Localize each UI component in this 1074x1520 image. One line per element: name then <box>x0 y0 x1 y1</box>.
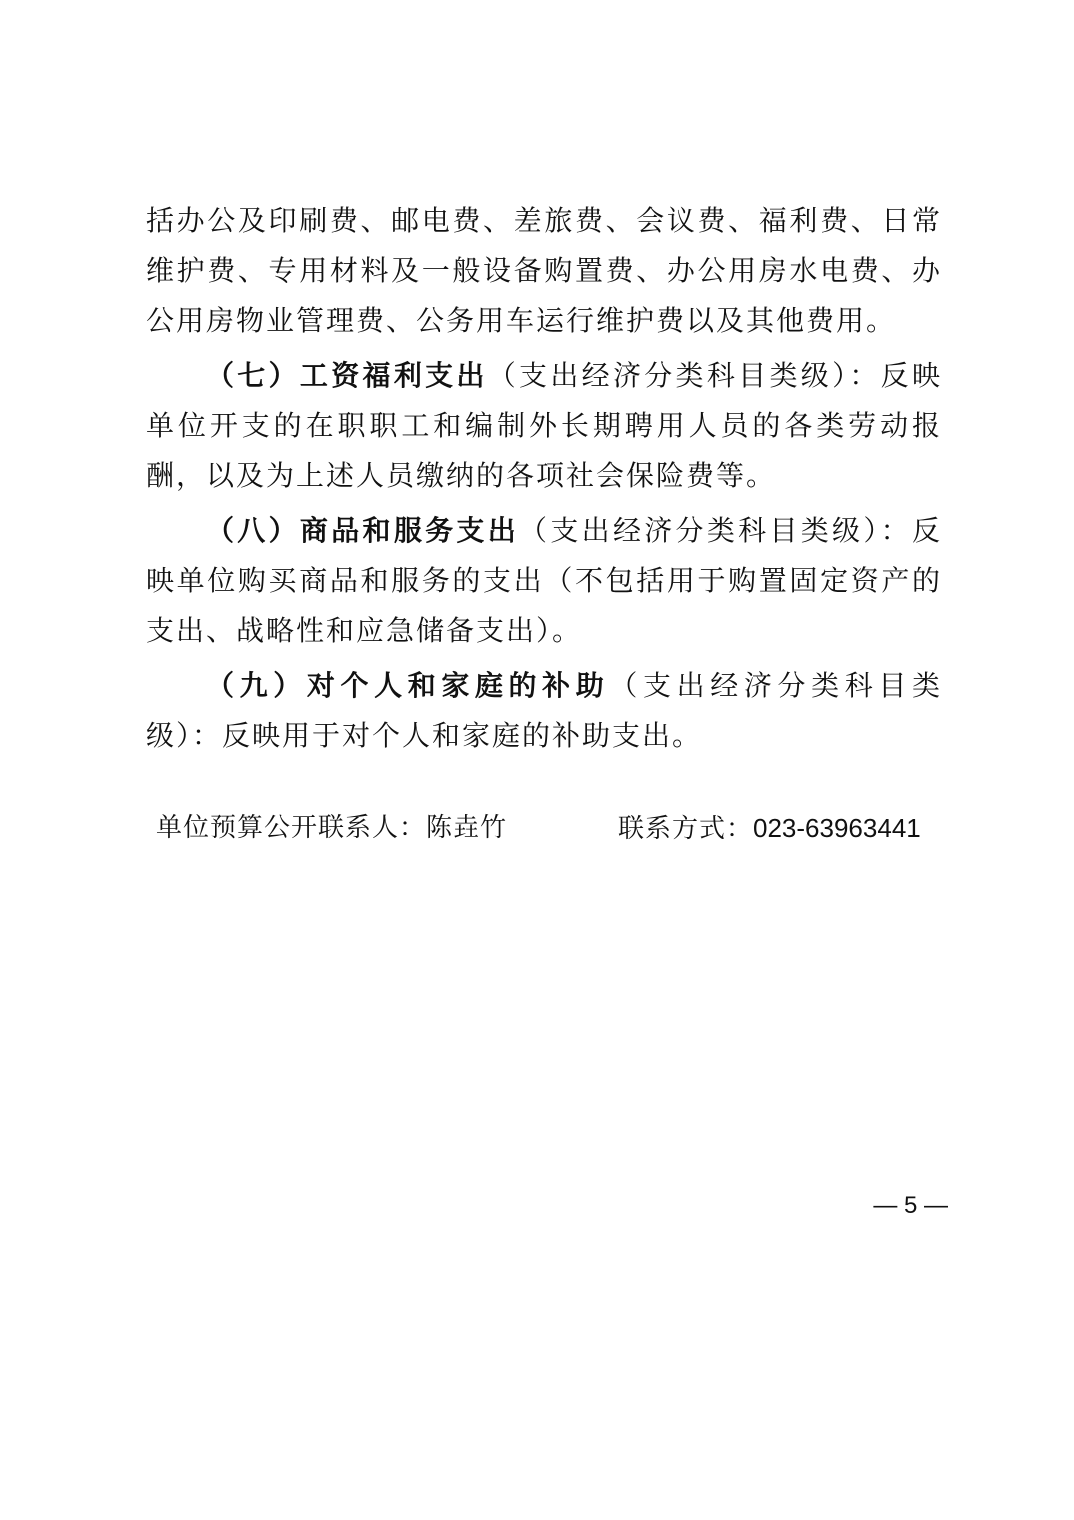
section-heading-eight: （八）商品和服务支出 <box>206 514 520 547</box>
paragraph-text: （支出经济分类科目类级）：反映单位购买商品和服务的支出（不包括用于购置固定资产的支出、战略性和应急储备支出）。 <box>146 514 942 647</box>
paragraph-salary-welfare <box>146 351 942 501</box>
paragraph-text: 括办公及印刷费、邮电费、差旅费、会议费、福利费、日常维护费、专用材料及一般设备购置费、办公用房水电费、办公用房物业管理费、公务用车运行维护费以及其他费用。 <box>146 204 942 337</box>
document-body <box>146 196 942 766</box>
paragraph-text: （支出经济分类科目类级）：反映用于对个人和家庭的补助支出。 <box>146 669 942 752</box>
section-heading-seven: （七）工资福利支出 <box>206 359 488 392</box>
paragraph-expense-list <box>146 196 942 346</box>
paragraph-household-subsidy <box>146 661 942 761</box>
contact-phone <box>618 808 921 849</box>
contact-person-name: 陈垚竹 <box>426 813 508 843</box>
paragraph-goods-services <box>146 506 942 656</box>
contact-phone-label: 联系方式： <box>618 814 754 844</box>
section-heading-nine: （九）对个人和家庭的补助 <box>206 669 610 702</box>
paragraph-text: （支出经济分类科目类级）：反映单位开支的在职职工和编制外长期聘用人员的各类劳动报酬，以及为上述人员缴纳的各项社会保险费等。 <box>146 359 942 492</box>
contact-phone-number: 023-63963441 <box>753 813 921 843</box>
page-number: — 5 — <box>873 1192 948 1219</box>
contact-person-label: 单位预算公开联系人： <box>156 813 427 843</box>
contact-person <box>156 808 507 848</box>
